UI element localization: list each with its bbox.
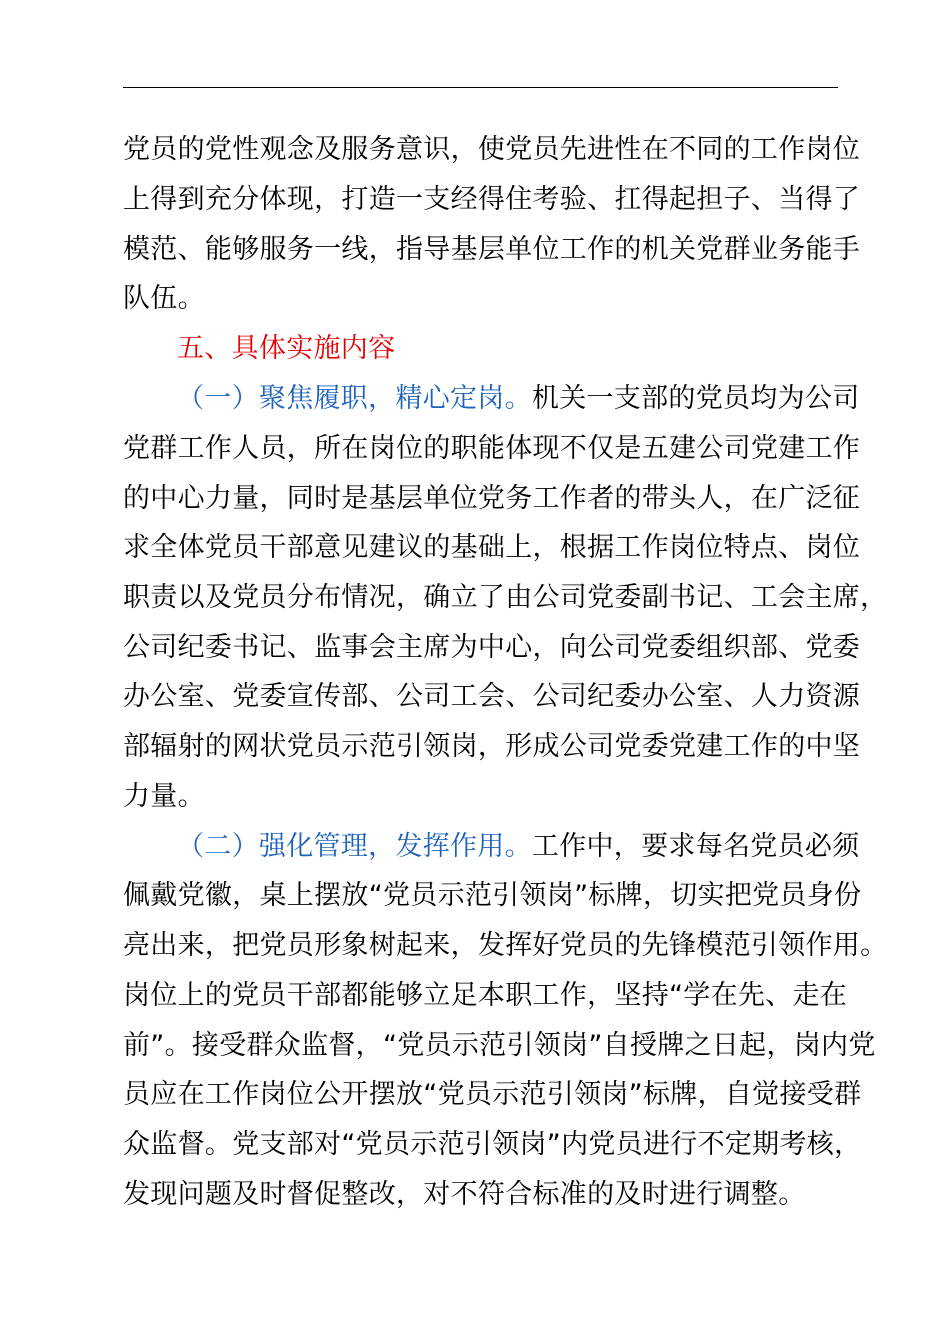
section-heading: 五、具体实施内容 <box>177 333 396 364</box>
paragraph-line: 众监督。党支部对“党员示范引领岗”内党员进行不定期考核， <box>123 1129 862 1160</box>
item1-text: 机关一支部的党员均为公司 <box>531 383 860 414</box>
item1-title: （一）聚焦履职，精心定岗。 <box>177 383 532 414</box>
paragraph-line: 岗位上的党员干部都能够立足本职工作，坚持“学在先、走在 <box>123 980 848 1011</box>
item1-first-line <box>177 381 860 417</box>
paragraph-line: 前”。接受群众监督，“党员示范引领岗”自授牌之日起，岗内党 <box>123 1030 876 1061</box>
paragraph-line: 部辐射的网状党员示范引领岗，形成公司党委党建工作的中坚 <box>123 731 861 762</box>
paragraph-line: 公司纪委书记、监事会主席为中心，向公司党委组织部、党委 <box>123 632 861 663</box>
paragraph-line: 亮出来，把党员形象树起来，发挥好党员的先锋模范引领作用。 <box>123 930 888 961</box>
paragraph-line: 佩戴党徽，桌上摆放“党员示范引领岗”标牌，切实把党员身份 <box>123 880 862 911</box>
paragraph-line: 模范、能够服务一线，指导基层单位工作的机关党群业务能手 <box>123 234 861 265</box>
paragraph-line: 办公室、党委宣传部、公司工会、公司纪委办公室、人力资源 <box>123 681 861 712</box>
paragraph-line: 党员的党性观念及服务意识，使党员先进性在不同的工作岗位 <box>123 134 861 165</box>
paragraph-line: 上得到充分体现，打造一支经得住考验、扛得起担子、当得了 <box>123 184 861 215</box>
item2-title: （二）强化管理，发挥作用。 <box>177 831 532 862</box>
item2-first-line <box>177 829 860 865</box>
paragraph-line: 的中心力量，同时是基层单位党务工作者的带头人，在广泛征 <box>123 483 861 514</box>
paragraph-line: 求全体党员干部意见建议的基础上，根据工作岗位特点、岗位 <box>123 532 861 563</box>
paragraph-line: 职责以及党员分布情况，确立了由公司党委副书记、工会主席， <box>123 582 888 613</box>
paragraph-line: 发现问题及时督促整改，对不符合标准的及时进行调整。 <box>123 1179 806 1210</box>
paragraph-line: 力量。 <box>123 781 205 812</box>
header-rule <box>123 87 838 88</box>
paragraph-line: 党群工作人员，所在岗位的职能体现不仅是五建公司党建工作 <box>123 433 861 464</box>
paragraph-line: 员应在工作岗位公开摆放“党员示范引领岗”标牌，自觉接受群 <box>123 1079 862 1110</box>
paragraph-line: 队伍。 <box>123 283 205 314</box>
item2-text: 工作中，要求每名党员必须 <box>531 831 860 862</box>
